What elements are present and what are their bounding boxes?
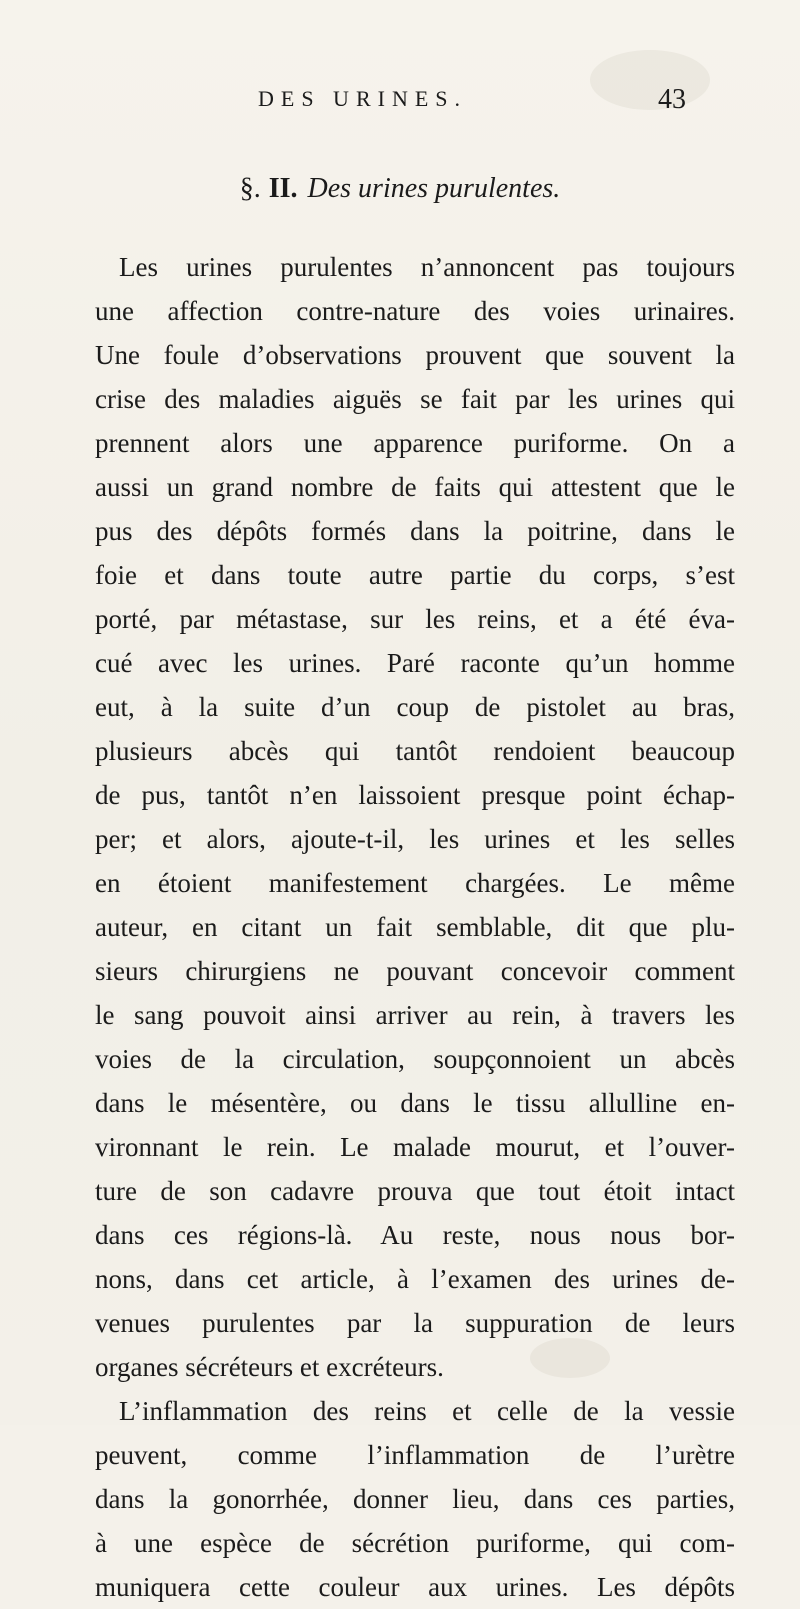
text-line: dans la gonorrhée, donner lieu, dans ces parties, <box>95 1484 735 1514</box>
text-line: pus des dépôts formés dans la poitrine, dans le <box>95 516 735 546</box>
text-line: porté, par métastase, sur les reins, et a été éva- <box>95 604 735 634</box>
text-line: à une espèce de sécrétion puriforme, qui com- <box>95 1528 735 1558</box>
text-line: per; et alors, ajoute-t-il, les urines et les selles <box>95 824 735 854</box>
text-line: aussi un grand nombre de faits qui attestent que le <box>95 472 735 502</box>
page-header <box>0 86 800 126</box>
section-label: Des urines purulentes. <box>307 173 561 204</box>
running-head: DES URINES. <box>258 86 468 111</box>
text-line: dans le mésentère, ou dans le tissu allulline en- <box>95 1088 735 1118</box>
page-number: 43 <box>658 84 686 115</box>
text-line: dans ces régions-là. Au reste, nous nous bor- <box>95 1220 735 1250</box>
text-line: voies de la circulation, soupçonnoient un abcès <box>95 1044 735 1074</box>
text-line: nons, dans cet article, à l’examen des urines de- <box>95 1264 735 1294</box>
text-line: L’inflammation des reins et celle de la vessie <box>119 1396 735 1426</box>
text-line: en étoient manifestement chargées. Le même <box>95 868 735 898</box>
text-line: cué avec les urines. Paré raconte qu’un homme <box>95 648 735 678</box>
section-title <box>0 172 800 206</box>
text-line: une affection contre-nature des voies urinaires. <box>95 296 735 326</box>
text-line: eut, à la suite d’un coup de pistolet au bras, <box>95 692 735 722</box>
text-line: le sang pouvoit ainsi arriver au rein, à travers les <box>95 1000 735 1030</box>
text-line: de pus, tantôt n’en laissoient presque point échap- <box>95 780 735 810</box>
text-line: Une foule d’observations prouvent que souvent la <box>95 340 735 370</box>
section-number: II. <box>268 173 298 204</box>
text-line: venues purulentes par la suppuration de leurs <box>95 1308 735 1338</box>
text-line: crise des maladies aiguës se fait par les urines qui <box>95 384 735 414</box>
text-line: organes sécréteurs et excréteurs. <box>95 1352 444 1382</box>
body-text <box>95 245 735 1609</box>
text-line: Les urines purulentes n’annoncent pas toujours <box>119 252 735 282</box>
text-line: muniquera cette couleur aux urines. Les dépôts <box>95 1572 735 1602</box>
section-symbol: §. <box>239 173 261 204</box>
text-line: auteur, en citant un fait semblable, dit que plu- <box>95 912 735 942</box>
text-line: sieurs chirurgiens ne pouvant concevoir comment <box>95 956 735 986</box>
text-line: plusieurs abcès qui tantôt rendoient beaucoup <box>95 736 735 766</box>
text-line: prennent alors une apparence puriforme. On a <box>95 428 735 458</box>
text-line: vironnant le rein. Le malade mourut, et l’ouver- <box>95 1132 735 1162</box>
text-line: ture de son cadavre prouva que tout étoit intact <box>95 1176 735 1206</box>
text-line: foie et dans toute autre partie du corps, s’est <box>95 560 735 590</box>
text-line: peuvent, comme l’inflammation de l’urètre <box>95 1440 735 1470</box>
